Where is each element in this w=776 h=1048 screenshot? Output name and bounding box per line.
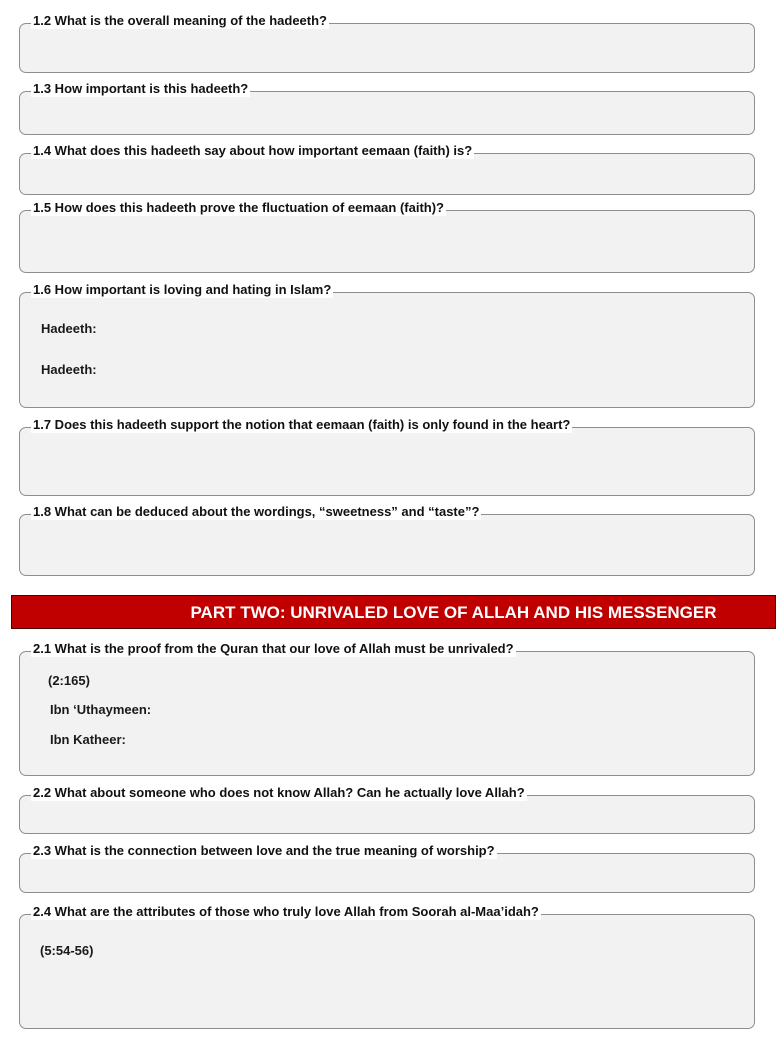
answer-box-1-2[interactable] bbox=[19, 13, 755, 73]
answer-box-1-6[interactable] bbox=[19, 282, 755, 408]
question-1-4: 1.4 What does this hadeeth say about how important eemaan (faith) is? bbox=[33, 143, 473, 158]
answer-box-1-5[interactable] bbox=[19, 200, 755, 273]
ibn-katheer-label: Ibn Katheer: bbox=[50, 732, 126, 747]
answer-box-2-2[interactable] bbox=[19, 785, 755, 834]
quran-reference-5-54-56: (5:54-56) bbox=[40, 943, 94, 958]
answer-box-1-7[interactable] bbox=[19, 417, 755, 496]
question-1-8: 1.8 What can be deduced about the wordings, “sweetness” and “taste”? bbox=[33, 504, 480, 519]
answer-box-2-4[interactable] bbox=[19, 904, 755, 1029]
ibn-uthaymeen-label: Ibn ‘Uthaymeen: bbox=[50, 702, 152, 717]
answer-box-1-8[interactable] bbox=[19, 504, 755, 576]
question-1-2: 1.2 What is the overall meaning of the hadeeth? bbox=[33, 13, 327, 28]
answer-box-1-4[interactable] bbox=[19, 143, 755, 195]
hadeeth-label-1: Hadeeth: bbox=[41, 321, 97, 336]
quran-reference-2-165: (2:165) bbox=[48, 673, 90, 688]
answer-box-2-1[interactable] bbox=[19, 641, 755, 776]
question-1-6: 1.6 How important is loving and hating in Islam? bbox=[33, 282, 332, 297]
answer-box-2-3[interactable] bbox=[19, 843, 755, 893]
question-2-4: 2.4 What are the attributes of those who truly love Allah from Soorah al-Maa’idah? bbox=[33, 904, 539, 919]
question-1-3: 1.3 How important is this hadeeth? bbox=[33, 81, 249, 96]
question-2-3: 2.3 What is the connection between love and the true meaning of worship? bbox=[33, 843, 495, 858]
question-1-7: 1.7 Does this hadeeth support the notion that eemaan (faith) is only found in the heart? bbox=[33, 417, 571, 432]
question-1-5: 1.5 How does this hadeeth prove the fluctuation of eemaan (faith)? bbox=[33, 200, 444, 215]
answer-box-1-3[interactable] bbox=[19, 81, 755, 135]
question-2-2: 2.2 What about someone who does not know Allah? Can he actually love Allah? bbox=[33, 785, 525, 800]
question-2-1: 2.1 What is the proof from the Quran that our love of Allah must be unrivaled? bbox=[33, 641, 514, 656]
hadeeth-label-2: Hadeeth: bbox=[41, 362, 97, 377]
part-two-banner: PART TWO: UNRIVALED LOVE OF ALLAH AND HIS MESSENGER bbox=[11, 595, 776, 629]
